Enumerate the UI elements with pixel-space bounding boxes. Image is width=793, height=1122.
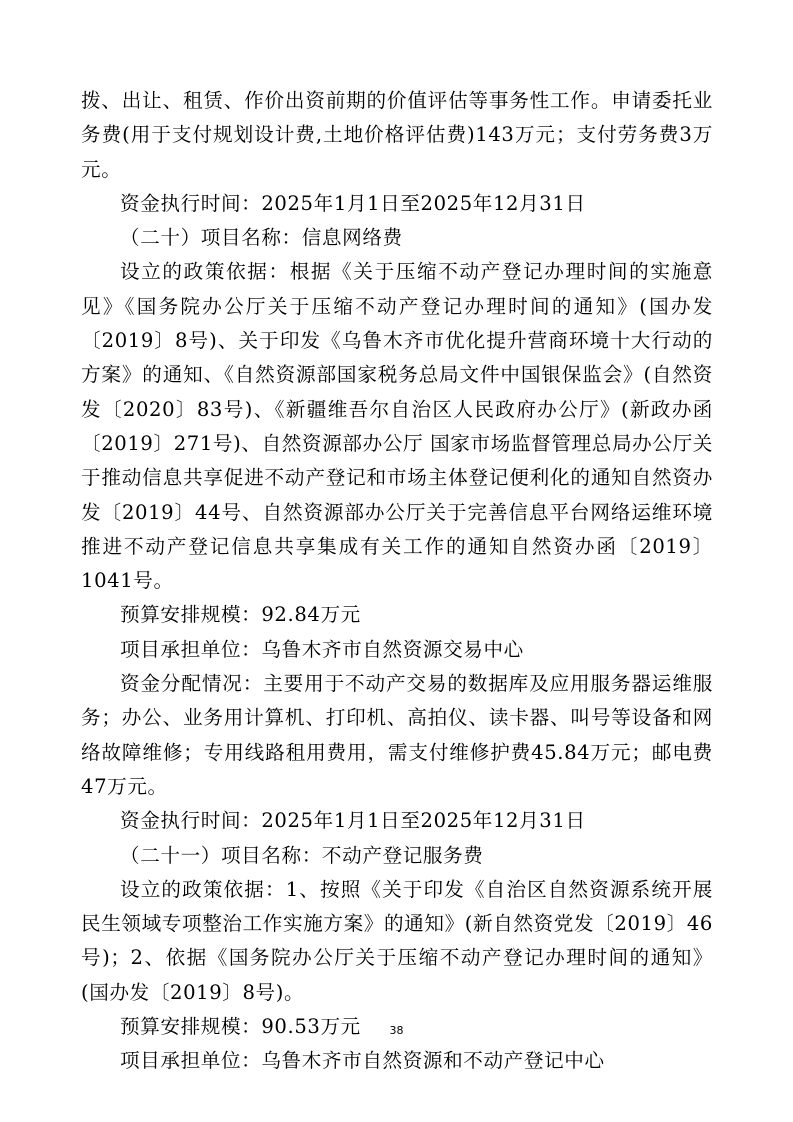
page-body: [81, 84, 713, 1079]
paragraph-responsible-unit: 项目承担单位：乌鲁木齐市自然资源和不动产登记中心: [120, 1049, 605, 1073]
paragraph-policy-basis: 设立的政策依据：根据《关于压缩不动产登记办理时间的实施意见》《国务院办公厅关于压缩不动产登记办理时间的通知》(国办发〔2019〕8号)、关于印发《乌鲁木齐市优化提升营商环境十大行动的方案》的通知、《自然资源部国家税务总局文件中国银保监会》(自然资发〔2020〕83号)、《新疆维吾尔自治区人民政府办公厅》(新政办函〔2019〕271号)、自然资源部办公厅 国家市场监督管理总局办公厅关于推动信息共享促进不动产登记和市场主体登记便利化的通知自然资办发〔2019〕44号、自然资源部办公厅关于完善信息平台网络运维环境推进不动产登记信息共享集成有关工作的通知自然资办函〔2019〕1041号。: [81, 260, 713, 593]
paragraph-fund-allocation: 资金分配情况：主要用于不动产交易的数据库及应用服务器运维服务；办公、业务用计算机、打印机、高拍仪、读卡器、叫号等设备和网络故障维修；专用线路租用费用，需支付维修护费45.84万元；邮电费47万元。: [81, 672, 713, 798]
section-heading-21: （二十一）项目名称：不动产登记服务费: [120, 843, 484, 867]
paragraph-execution-time: 资金执行时间：2025年1月1日至2025年12月31日: [120, 809, 586, 833]
paragraph-continuation: 拨、出让、租赁、作价出资前期的价值评估等事务性工作。申请委托业务费(用于支付规划设计费,土地价格评估费)143万元；支付劳务费3万元。: [81, 89, 713, 181]
paragraph-budget-scale: 预算安排规模：92.84万元: [120, 603, 361, 627]
paragraph-budget-scale: 预算安排规模：90.53万元: [120, 1015, 361, 1039]
paragraph-responsible-unit: 项目承担单位：乌鲁木齐市自然资源交易中心: [120, 637, 524, 661]
section-heading-20: （二十）项目名称：信息网络费: [120, 226, 403, 250]
paragraph-execution-time: 资金执行时间：2025年1月1日至2025年12月31日: [120, 191, 586, 215]
page-number: 38: [389, 1024, 404, 1037]
paragraph-policy-basis: 设立的政策依据：1、按照《关于印发《自治区自然资源系统开展民生领域专项整治工作实施方案》的通知》(新自然资党发〔2019〕46号)；2、依据《国务院办公厅关于压缩不动产登记办理时间的通知》(国办发〔2019〕8号)。: [81, 877, 713, 1004]
